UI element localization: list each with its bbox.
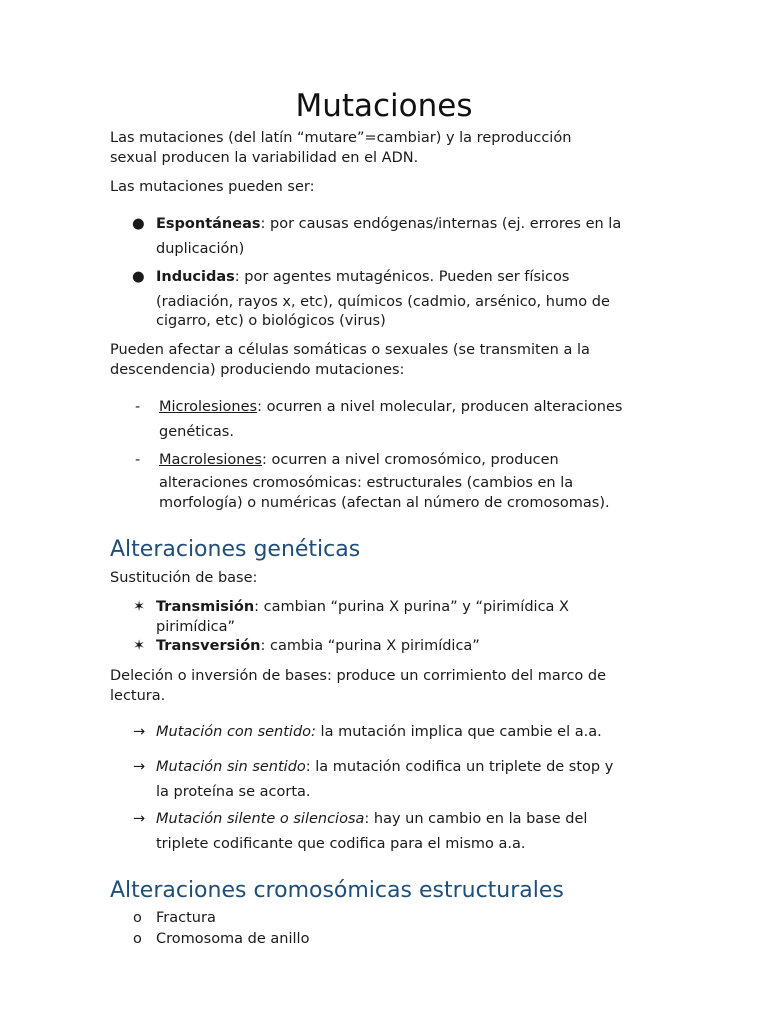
- list-item-transversion: [156, 636, 671, 656]
- term: Transversión: [156, 638, 261, 654]
- deletion-line-1: Deleción o inversión de bases: produce un corrimiento del marco de: [110, 668, 607, 684]
- item-text: : ocurren a nivel molecular, producen alteraciones: [257, 399, 623, 415]
- list-item-continuation: la proteína se acorta.: [156, 784, 311, 800]
- dash-bullet-icon: -: [135, 452, 141, 468]
- item-text: : ocurren a nivel cromosómico, producen: [261, 452, 559, 468]
- list-item-con-sentido: [156, 722, 671, 742]
- term: Mutación con sentido:: [156, 724, 316, 740]
- arrow-bullet-icon: →: [133, 759, 146, 775]
- list-item-continuation: duplicación): [156, 241, 245, 257]
- term: Macrolesiones: [159, 452, 262, 468]
- list-item-macrolesiones: [159, 448, 674, 473]
- arrow-bullet-icon: →: [133, 811, 146, 827]
- circle-bullet-icon: o: [133, 931, 142, 947]
- list-item-continuation: cigarro, etc) o biológicos (virus): [156, 313, 386, 329]
- item-text: : por agentes mutagénicos. Pueden ser físicos: [234, 269, 570, 285]
- item-text: : por causas endógenas/internas (ej. errores en la: [260, 216, 622, 232]
- item-text: la mutación implica que cambie el a.a.: [315, 724, 602, 740]
- list-item-sin-sentido: [156, 755, 671, 780]
- list-item-inducidas: [156, 265, 671, 290]
- item-text: : hay un cambio en la base del: [364, 811, 588, 827]
- round-bullet-icon: ●: [132, 216, 145, 232]
- list-item-continuation: alteraciones cromosómicas: estructurales (cambios en la: [159, 475, 574, 491]
- deletion-line-2: lectura.: [110, 688, 166, 704]
- section-heading-chromosomal: Alteraciones cromosómicas estructurales: [110, 878, 564, 903]
- term: Espontáneas: [156, 216, 261, 232]
- round-bullet-icon: ●: [132, 269, 145, 285]
- term: Inducidas: [156, 269, 235, 285]
- list-item-cromosoma-anillo: Cromosoma de anillo: [156, 931, 310, 947]
- term: Transmisión: [156, 599, 255, 615]
- intro-line-1: Las mutaciones (del latín “mutare”=cambiar) y la reproducción: [110, 130, 572, 146]
- dash-bullet-icon: -: [135, 399, 141, 415]
- types-lead: Las mutaciones pueden ser:: [110, 179, 315, 195]
- star-bullet-icon: ✶: [133, 638, 146, 654]
- page-title: Mutaciones: [295, 88, 473, 124]
- star-bullet-icon: ✶: [133, 599, 146, 615]
- list-item-continuation: (radiación, rayos x, etc), químicos (cadmio, arsénico, humo de: [156, 294, 610, 310]
- list-item-fractura: Fractura: [156, 910, 216, 926]
- cells-line-2: descendencia) produciendo mutaciones:: [110, 362, 405, 378]
- item-text: : cambia “purina X pirimídica”: [260, 638, 480, 654]
- list-item-silente: [156, 807, 671, 832]
- intro-line-2: sexual producen la variabilidad en el ADN.: [110, 150, 419, 166]
- item-text: : cambian “purina X purina” y “pirimídica X: [254, 599, 569, 615]
- list-item-continuation: morfología) o numéricas (afectan al número de cromosomas).: [159, 495, 610, 511]
- arrow-bullet-icon: →: [133, 724, 146, 740]
- term: Microlesiones: [159, 399, 258, 415]
- item-text: : la mutación codifica un triplete de stop y: [305, 759, 614, 775]
- section-heading-genetic: Alteraciones genéticas: [110, 537, 361, 562]
- list-item-espontaneas: [156, 212, 671, 237]
- list-item-continuation: pirimídica”: [156, 619, 235, 635]
- term: Mutación silente o silenciosa: [156, 811, 365, 827]
- list-item-microlesiones: [159, 395, 674, 420]
- substitution-label: Sustitución de base:: [110, 570, 258, 586]
- term: Mutación sin sentido: [156, 759, 306, 775]
- circle-bullet-icon: o: [133, 910, 142, 926]
- list-item-continuation: genéticas.: [159, 424, 234, 440]
- list-item-continuation: triplete codificante que codifica para el mismo a.a.: [156, 836, 526, 852]
- list-item-transmision: [156, 597, 671, 617]
- cells-line-1: Pueden afectar a células somáticas o sexuales (se transmiten a la: [110, 342, 590, 358]
